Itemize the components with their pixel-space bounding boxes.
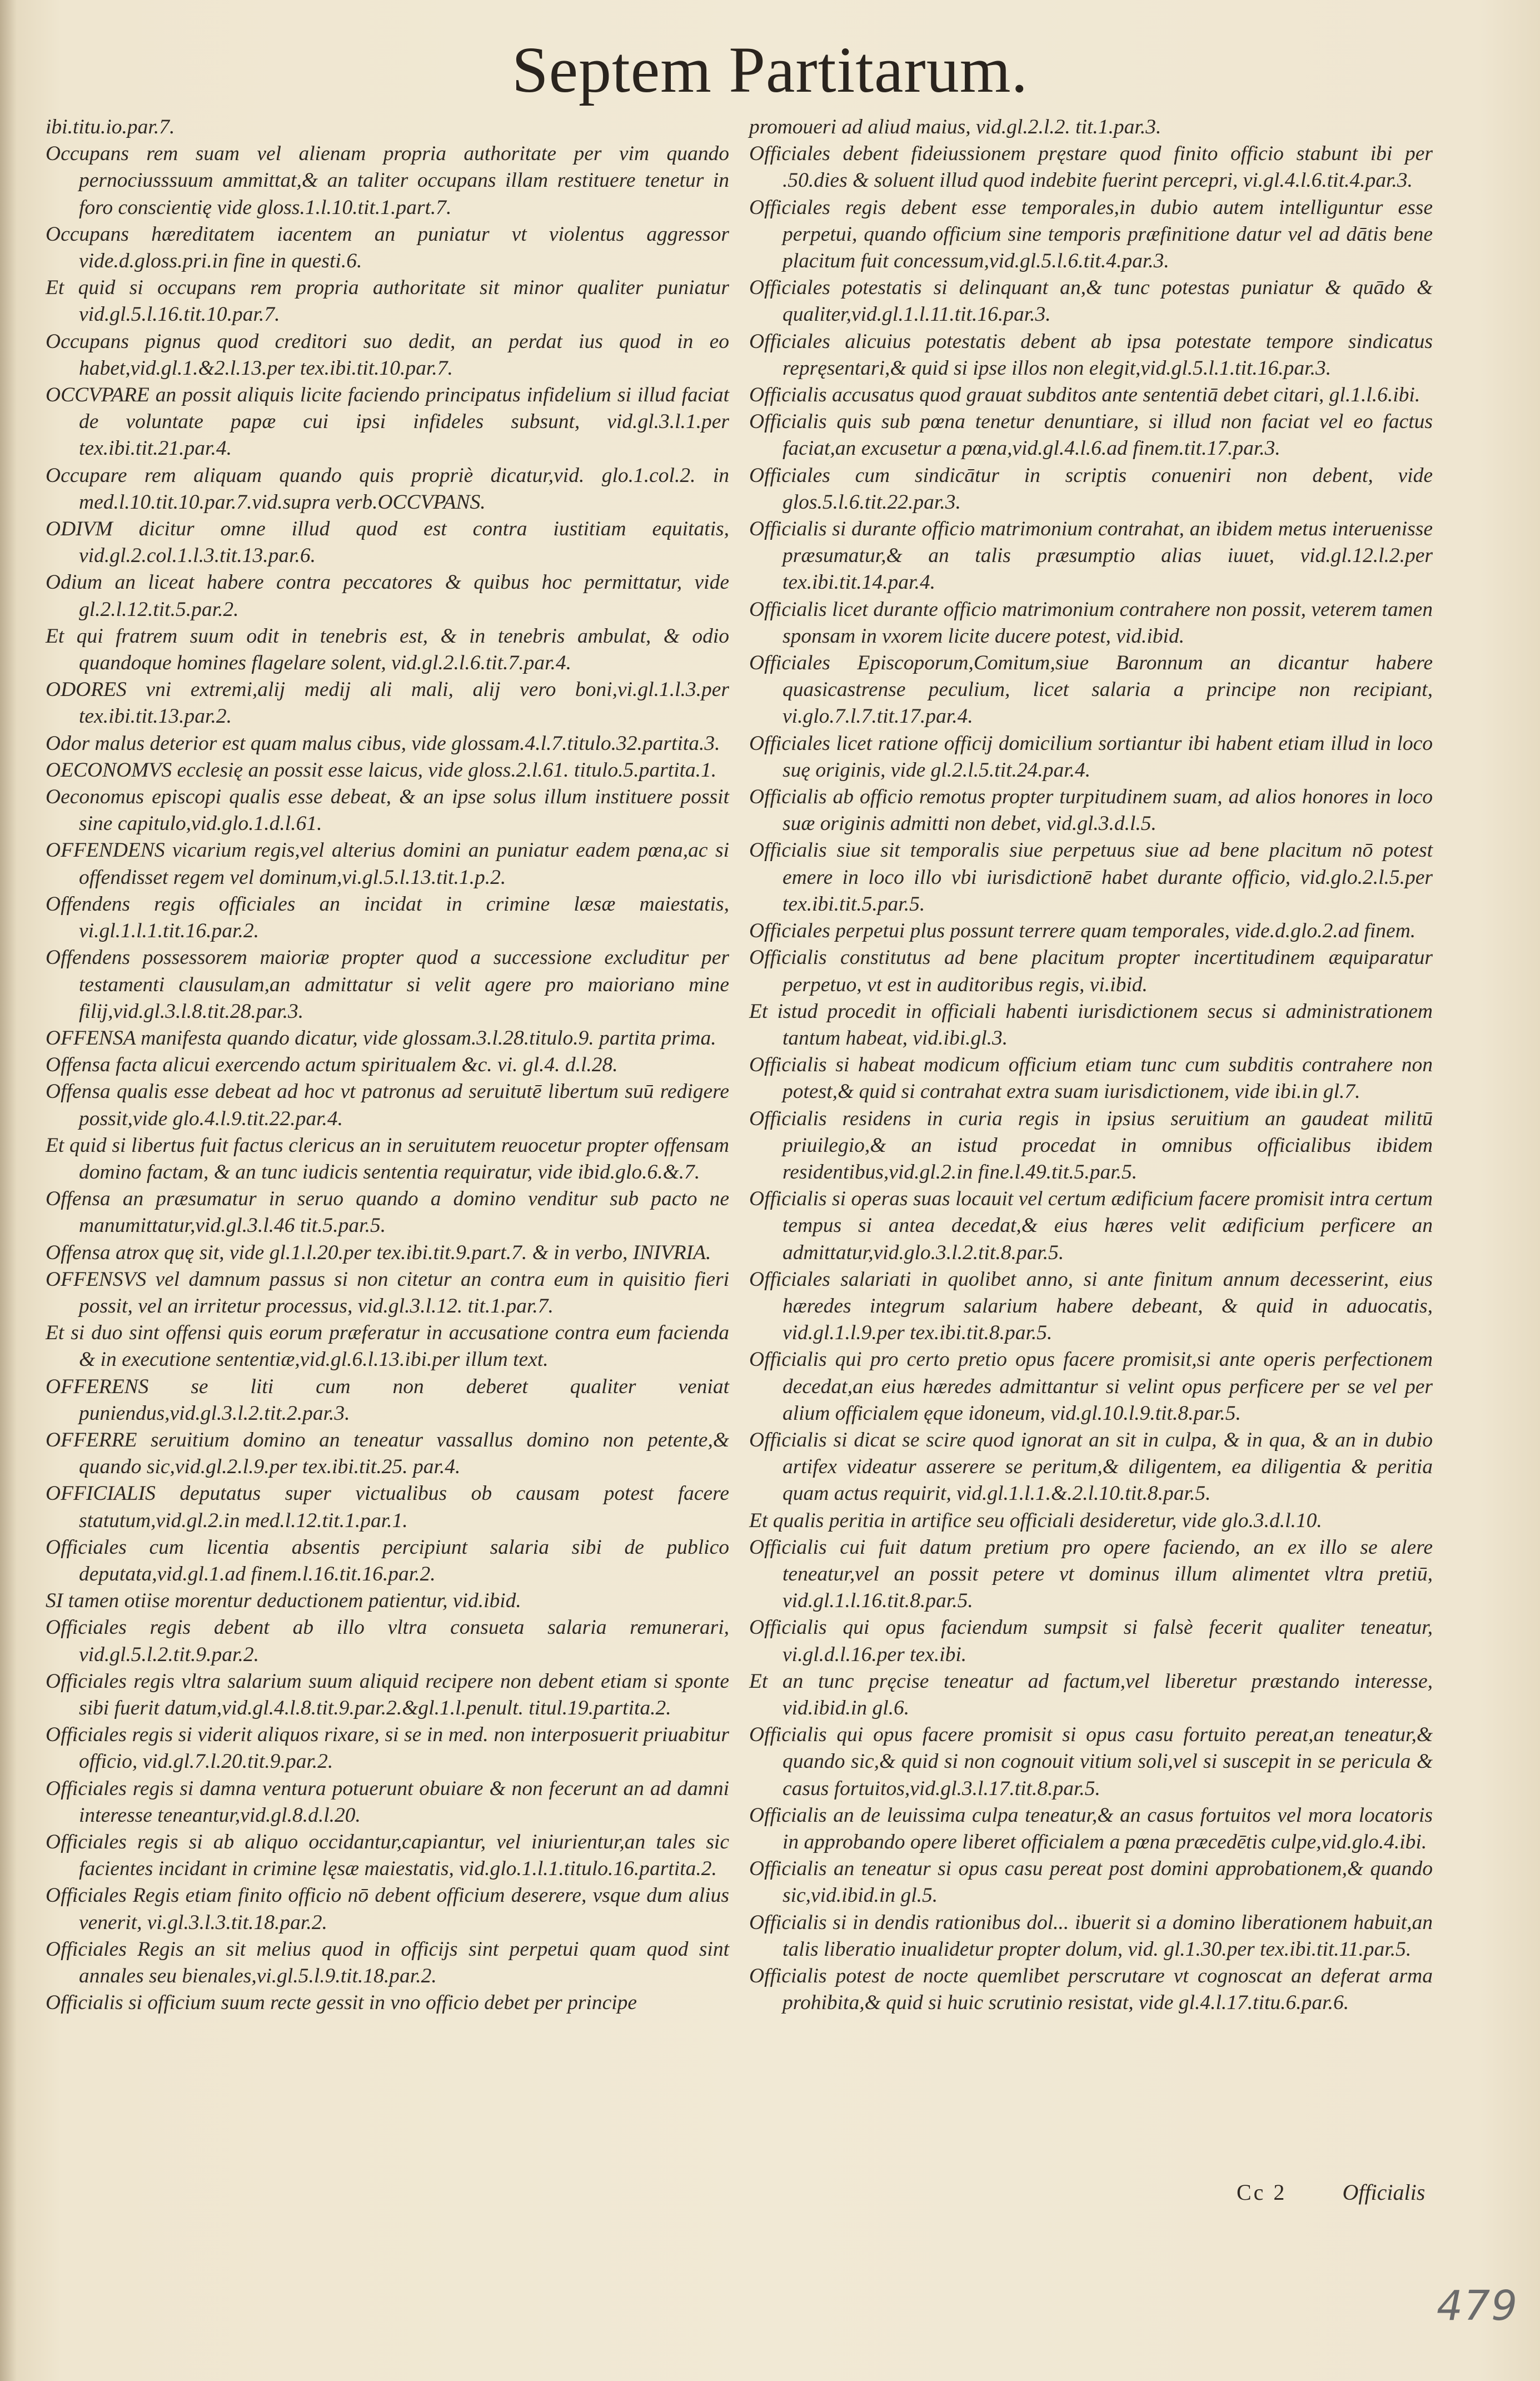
index-entry: Officialis siue sit temporalis siue perpetuus siue ad bene placitum nō potest emere in loco illo vbi iurisdictionē habet durante officio, vid.glo.2.l.5.per tex.ibi.tit.5.par.5. [749,839,1433,916]
index-entry: Offensa an præsumatur in seruo quando a domino venditur sub pacto ne manumittatur,vid.gl.3.l.46 tit.5.par.5. [46,1187,729,1237]
index-entry: Officiales perpetui plus possunt terrere quam temporales, vide.d.glo.2.ad finem. [749,919,1416,943]
right-column [749,114,1433,2016]
index-entry: Offensa atrox quę sit, vide gl.1.l.20.per tex.ibi.tit.9.part.7. & in verbo, INIVRIA. [46,1241,711,1264]
index-entry: Officialis qui opus faciendum sumpsit si falsè fecerit qualiter teneatur, vi.gl.d.l.16.per tex.ibi. [749,1616,1433,1666]
index-entry: Officialis qui pro certo pretio opus facere promisit,si ante operis perfectionem decedat,an eius hæredes admittantur si velint opus perficere per se vel per alium officialem ęque idoneum, vid.gl.10.l.9.tit.8.par.5. [749,1348,1433,1425]
index-entry: Officiales cum sindicātur in scriptis conueniri non debent, vide glos.5.l.6.tit.22.par.3. [749,464,1433,514]
index-entry: Officialis an teneatur si opus casu pereat post domini approbationem,& quando sic,vid.ibid.in gl.5. [749,1857,1433,1907]
index-entry: OFFERRE seruitium domino an teneatur vassallus domino non petente,& quando sic,vid.gl.2.l.9.per tex.ibi.tit.25. par.4. [46,1428,729,1479]
index-entry: Et quid si libertus fuit factus clericus an in seruitutem reuocetur propter offensam domino factam, & an tunc iudicis sententia requiratur, vide ibid.glo.6.&.7. [46,1134,729,1184]
index-entry: Occupans hæreditatem iacentem an puniatur vt violentus aggressor vide.d.gloss.pri.in fine in questi.6. [46,222,729,273]
index-entry: OFFERENS se liti cum non deberet qualiter veniat puniendus,vid.gl.3.l.2.tit.2.par.3. [46,1375,729,1425]
index-entry: Odium an liceat habere contra peccatores & quibus hoc permittatur, vide gl.2.l.12.tit.5.par.2. [46,571,729,621]
index-entry: Et qualis peritia in artifice seu officiali desideretur, vide glo.3.d.l.10. [749,1509,1322,1532]
index-entry: Officiales regis debent esse temporales,in dubio autem intelliguntur esse perpetui, quando officium sine temporis præfinitione datur vel ad dātis bene placitum fuit concessum,vid.gl.5.l.6.tit.4.par.3. [749,196,1433,273]
index-entry: ODORES vni extremi,alij medij ali mali, alij vero boni,vi.gl.1.l.3.per tex.ibi.tit.13.par.2. [46,678,729,728]
index-entry: Officialis qui opus facere promisit si opus casu fortuito pereat,an teneatur,& quando sic,& quid si non cognouit vitium soli,vel si suscepit in se pericula & casus fortuitos,vid.gl.3.l.17.tit.8.par.5. [749,1723,1433,1800]
index-entry: Officiales Regis an sit melius quod in officijs sint perpetui quam quod sint annales seu bienales,vi.gl.5.l.9.tit.18.par.2. [46,1937,729,1988]
index-entry: Officiales regis si ab aliquo occidantur,capiantur, vel iniurientur,an tales sic facientes incidant in crimine lęsæ maiestatis, vid.glo.1.l.1.titulo.16.partita.2. [46,1831,729,1881]
binding-shadow [0,0,17,2381]
index-entry: Officialis an de leuissima culpa teneatur,& an casus fortuitos vel mora locatoris in approbando opere liberet officialem a pœna præcedētis culpe,vid.glo.4.ibi. [749,1803,1433,1853]
index-entry: SI tamen otiise morentur deductionem patientur, vid.ibid. [46,1589,521,1613]
index-entry: Officialis si dicat se scire quod ignorat an sit in culpa, & in qua, & an in dubio artifex videatur asserere se peritum,& diligentem, ea diligentia & peritia quam actus requirit, vid.gl.1.l.1.&.2.l.10.tit.8.par.5. [749,1428,1433,1505]
index-entry: Offendens regis officiales an incidat in crimine læsæ maiestatis, vi.gl.1.l.1.tit.16.par.2. [46,892,729,943]
index-entry: Officiales regis vltra salarium suum aliquid recipere non debent etiam si sponte sibi fuerit datum,vid.gl.4.l.8.tit.9.par.2.&gl.1.l.penult. titul.19.partita.2. [46,1669,729,1719]
index-entry: Officiales salariati in quolibet anno, si ante finitum annum decesserint, eius hæredes integrum salarium habere debeant, & quid in aduocatis, vid.gl.1.l.9.per tex.ibi.tit.8.par.5. [749,1267,1433,1345]
index-entry: Officiales Episcoporum,Comitum,siue Baronnum an dicantur habere quasicastrense peculium, licet salaria a principe non recipiant, vi.glo.7.l.7.tit.17.par.4. [749,652,1433,728]
index-entry: Officiales cum licentia absentis percipiunt salaria sibi de publico deputata,vid.gl.1.ad finem.l.16.tit.16.par.2. [46,1535,729,1585]
index-entry: Officialis quis sub pœna tenetur denuntiare, si illud non faciat vel eo factus faciat,an excusetur a pœna,vid.gl.4.l.6.ad finem.tit.17.par.3. [749,410,1433,460]
index-entry: Officialis si in dendis rationibus dol... ibuerit si a domino liberationem habuit,an talis liberatio inualidetur propter dolum, vid. gl.1.30.per tex.ibi.tit.11.par.5. [749,1911,1433,1961]
index-entry: promoueri ad aliud maius, vid.gl.2.l.2. tit.1.par.3. [749,116,1162,138]
index-entry: Odor malus deterior est quam malus cibus, vide glossam.4.l.7.titulo.32.partita.3. [46,732,720,755]
index-entry: Officialis ab officio remotus propter turpitudinem suam, ad alios honores in loco suæ originis admitti non debet, vid.gl.3.d.l.5. [749,786,1433,836]
index-entry: Officiales Regis etiam finito officio nō debent officium deserere, vsque dum alius venerit, vi.gl.3.l.3.tit.18.par.2. [46,1884,729,1934]
index-entry: Et quid si occupans rem propria authoritate sit minor qualiter puniatur vid.gl.5.l.16.tit.10.par.7. [46,276,729,326]
signature-mark: Cc 2 [1237,2180,1287,2205]
index-entry: Offensa qualis esse debeat ad hoc vt patronus ad seruitutē libertum suū redigere possit,vide glo.4.l.9.tit.22.par.4. [46,1080,729,1130]
index-entry: Officialis si operas suas locauit vel certum ædificium facere promisit intra certum tempus si antea decedat,& eius hæres velit ædificium perficere an admittatur,vid.glo.3.l.2.tit.8.par.5. [749,1187,1433,1264]
handwritten-folio-number: 479 [1437,2282,1519,2330]
index-entry: OFFENSVS vel damnum passus si non citetur an contra eum in quisitio fieri possit, vel an irritetur processus, vid.gl.3.l.12. tit.1.par.7. [46,1267,729,1318]
index-entry: Et qui fratrem suum odit in tenebris est, & in tenebris ambulat, & odio quandoque homines flagelare solent, vid.gl.2.l.6.tit.7.par.4. [46,624,729,675]
catchword: Officialis [1342,2180,1426,2205]
index-entry: Officiales debent fideiussionem pręstare quod finito officio stabunt ibi per .50.dies & soluent illud quod indebite fuerint percepri, vi.gl.4.l.6.tit.4.par.3. [749,142,1433,192]
running-head: Septem Partitarum. [511,33,1029,106]
index-entry: Officialis licet durante officio matrimonium contrahere non possit, veterem tamen sponsam in vxorem licite ducere potest, vid.ibid. [749,598,1433,648]
index-entry: Occupans rem suam vel alienam propria authoritate per vim quando pernociusssuum ammittat,& an taliter occupans illam restituere tenetur in foro conscientię vide gloss.1.l.10.tit.1.part.7. [46,142,729,219]
index-entry: Officiales alicuius potestatis debent ab ipsa potestate tempore sindicatus repręsentari,& quid si ipse illos non elegit,vid.gl.5.l.1.tit.16.par.3. [749,330,1433,380]
index-entry: Officialis potest de nocte quemlibet perscrutare vt cognoscat an deferat arma prohibita,& quid si huic scrutinio resistat, vide gl.4.l.17.titu.6.par.6. [749,1965,1433,2015]
index-entry: Occupans pignus quod creditori suo dedit, an perdat ius quod in eo habet,vid.gl.1.&2.l.13.per tex.ibi.tit.10.par.7. [46,330,729,380]
index-entry: Occupare rem aliquam quando quis propriè dicatur,vid. glo.1.col.2. in med.l.10.tit.10.par.7.vid.supra verb.OCCVPANS. [46,464,729,514]
index-entry: Officialis constitutus ad bene placitum propter incertitudinem æquiparatur perpetuo, vt est in auditoribus regis, vi.ibid. [749,946,1433,996]
index-entry: ibi.titu.io.par.7. [46,116,175,138]
index-entry: OFFENDENS vicarium regis,vel alterius domini an puniatur eadem pœna,ac si offendisset regem vel dominum,vi.gl.5.l.13.tit.1.p.2. [46,839,729,889]
left-column [46,114,729,2016]
index-entry: OCCVPARE an possit aliquis licite faciendo principatus infidelium si illud faciat de voluntate papæ cui ipsi infideles subsunt, vid.gl.3.l.1.per tex.ibi.tit.21.par.4. [46,384,729,460]
index-entry: Offendens possessorem maioriæ propter quod a successione excluditur per testamenti clausulam,an admittatur si velit agere pro maioriano mine filij,vid.gl.3.l.8.tit.28.par.3. [46,946,729,1023]
index-entry: OFFENSA manifesta quando dicatur, vide glossam.3.l.28.titulo.9. partita prima. [46,1026,716,1050]
index-entry: Officialis accusatus quod grauat subditos ante sententiā debet citari, gl.1.l.6.ibi. [749,384,1421,407]
index-entry: Oeconomus episcopi qualis esse debeat, & an ipse solus illum instituere possit sine capitulo,vid.glo.1.d.l.61. [46,786,729,836]
index-entry: Officialis residens in curia regis in ipsius seruitium an gaudeat militū priuilegio,& an istud procedat in omnibus officialibus ibidem residentibus,vid.gl.2.in fine.l.49.tit.5.par.5. [749,1107,1433,1184]
index-entry: ODIVM dicitur omne illud quod est contra iustitiam equitatis, vid.gl.2.col.1.l.3.tit.13.par.6. [46,518,729,568]
index-entry: Officialis cui fuit datum pretium pro opere faciendo, an ex illo se alere teneatur,vel an possit petere vt dominus illum alimentet vltra pretiū, vid.gl.1.l.16.tit.8.par.5. [749,1535,1433,1613]
index-entry: Officialis si habeat modicum officium etiam tunc cum subditis contrahere non potest,& quid si contrahat extra suam iurisdictionem, vide ibi.in gl.7. [749,1053,1433,1103]
index-entry: Offensa facta alicui exercendo actum spiritualem &c. vi. gl.4. d.l.28. [46,1053,618,1077]
index-entry: Officiales potestatis si delinquant an,& tunc potestas puniatur & quādo & qualiter,vid.gl.1.l.11.tit.16.par.3. [749,276,1433,326]
index-entry: Officiales regis si viderit aliquos rixare, si se in med. non interposuerit priuabitur officio, vid.gl.7.l.20.tit.9.par.2. [46,1723,729,1773]
index-entry: Officiales regis debent ab illo vltra consueta salaria remunerari, vid.gl.5.l.2.tit.9.par.2. [46,1616,729,1666]
index-entry: Et si duo sint offensi quis eorum præferatur in accusatione contra eum facienda & in executione sententiæ,vid.gl.6.l.13.ibi.per illum text. [46,1321,729,1371]
index-entry: Officiales regis si damna ventura potuerunt obuiare & non fecerunt an ad damni interesse teneantur,vid.gl.8.d.l.20. [46,1777,729,1827]
index-entry: Et an tunc pręcise teneatur ad factum,vel liberetur præstando interesse, vid.ibid.in gl.6. [749,1669,1433,1719]
index-entry: OECONOMVS ecclesię an possit esse laicus, vide gloss.2.l.61. titulo.5.partita.1. [46,758,717,782]
index-entry: Officialis si durante officio matrimonium contrahat, an ibidem metus interuenisse præsumatur,& an talis præsumptio alias iuuet, vid.gl.12.l.2.per tex.ibi.tit.14.par.4. [749,518,1433,594]
index-entry: Et istud procedit in officiali habenti iurisdictionem secus si administrationem tantum habeat, vid.ibi.gl.3. [749,1000,1433,1050]
page-footer [1237,2179,1425,2205]
index-entry: OFFICIALIS deputatus super victualibus ob causam potest facere statutum,vid.gl.2.in med.l.12.tit.1.par.1. [46,1482,729,1532]
index-entry: Officiales licet ratione officij domicilium sortiantur ibi habent etiam illud in loco suę originis, vide gl.2.l.5.tit.24.par.4. [749,732,1433,782]
index-entry: Officialis si officium suum recte gessit in vno officio debet per principe [46,1991,637,2015]
